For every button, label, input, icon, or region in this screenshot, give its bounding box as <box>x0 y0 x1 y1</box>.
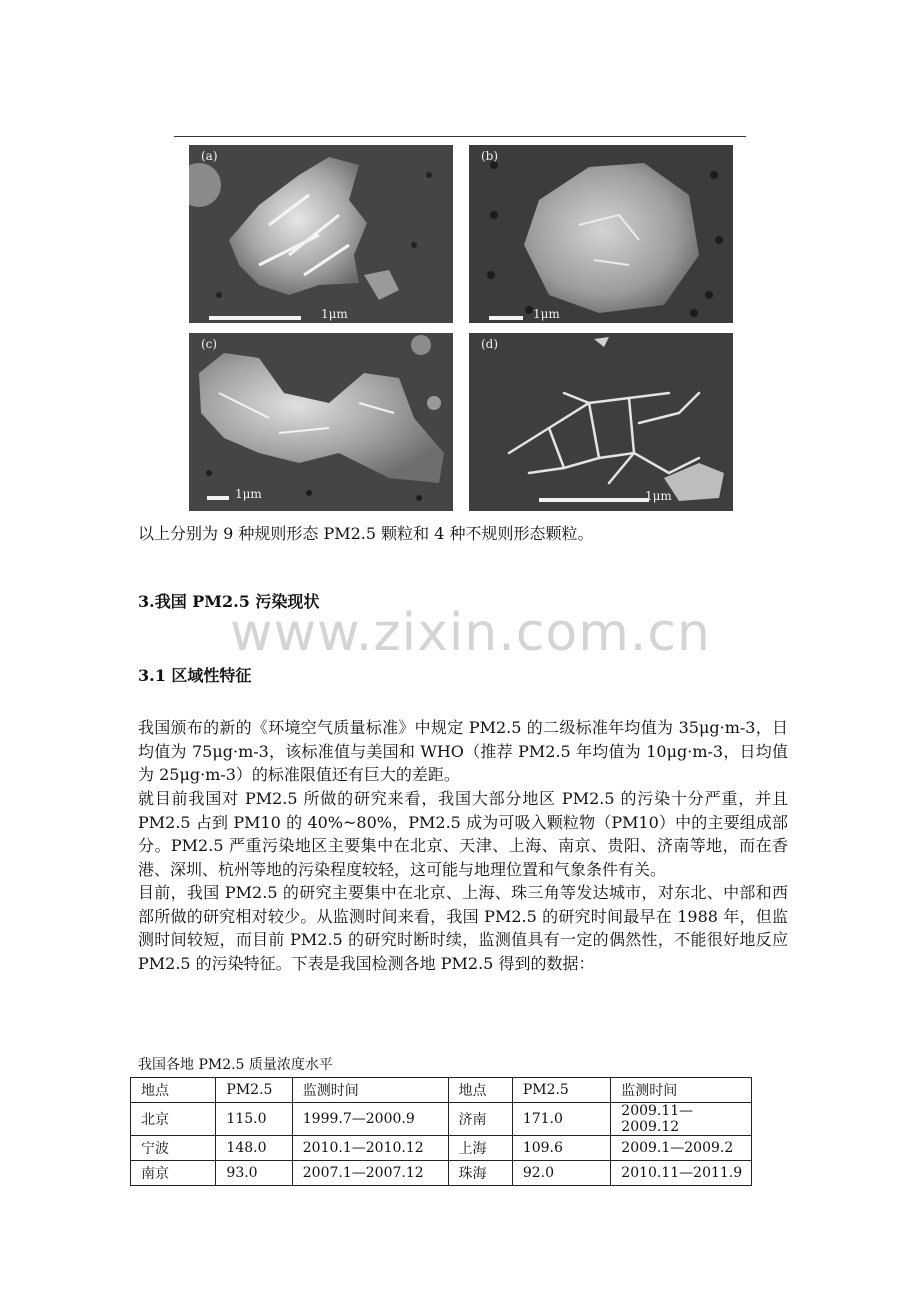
table-cell: 109.6 <box>512 1136 610 1161</box>
header-cell: PM2.5 <box>216 1078 292 1103</box>
scale-bar <box>489 316 523 320</box>
paragraph: 目前，我国 PM2.5 的研究主要集中在北京、上海、珠三角等发达城市，对东北、中部和西部所做的研究相对较少。从监测时间来看，我国 PM2.5 的研究时间最早在 1988 年，但监测时间较短，而目前 PM2.5 的研究时断时续，监测值具有一定的偶然性，不能很好地反应 PM2.5 的污染特征。下表是我国检测各地 PM2.5 得到的数据： <box>138 883 788 973</box>
table-cell: 珠海 <box>448 1161 512 1186</box>
scale-label: 1μm <box>533 307 560 321</box>
header-rule <box>174 136 746 137</box>
table-cell: 2010.1—2010.12 <box>292 1136 448 1161</box>
sem-panel-d <box>469 333 733 511</box>
figure-caption: 以上分别为 9 种规则形态 PM2.5 颗粒和 4 种不规则形态颗粒。 <box>138 524 594 543</box>
sem-panel-a <box>189 145 453 323</box>
section-heading: 3.我国 PM2.5 污染现状 <box>138 592 320 611</box>
scale-bar <box>207 496 229 500</box>
table-cell: 93.0 <box>216 1161 292 1186</box>
table-cell: 171.0 <box>512 1103 610 1136</box>
table-header-row <box>131 1078 752 1103</box>
particle-a-image <box>189 145 453 323</box>
table-row <box>131 1136 752 1161</box>
table-row <box>131 1161 752 1186</box>
panel-label: (c) <box>201 337 218 351</box>
paragraph: 我国颁布的新的《环境空气质量标准》中规定 PM2.5 的二级标准年均值为 35μg·m-3，日均值为 75μg·m-3，该标准值与美国和 WHO（推荐 PM2.5 年均值为 10μg·m-3，日均值为 25μg·m-3）的标准限值还有巨大的差距。 <box>138 718 788 784</box>
header-cell: 地点 <box>131 1078 216 1103</box>
table-cell: 济南 <box>448 1103 512 1136</box>
table-cell: 上海 <box>448 1136 512 1161</box>
table-row <box>131 1103 752 1136</box>
table-cell: 92.0 <box>512 1161 610 1186</box>
panel-label: (b) <box>481 149 499 163</box>
scale-bar <box>209 316 301 320</box>
table-cell: 宁波 <box>131 1136 216 1161</box>
header-cell: 监测时间 <box>292 1078 448 1103</box>
scale-label: 1μm <box>645 489 672 503</box>
particle-b-image <box>469 145 733 323</box>
table-cell: 148.0 <box>216 1136 292 1161</box>
header-cell: PM2.5 <box>512 1078 610 1103</box>
table-cell: 2007.1—2007.12 <box>292 1161 448 1186</box>
table-cell: 2010.11—2011.9 <box>611 1161 752 1186</box>
scale-bar <box>539 498 649 502</box>
table-cell: 北京 <box>131 1103 216 1136</box>
particle-c-image <box>189 333 453 511</box>
scale-label: 1μm <box>235 487 262 501</box>
table-cell: 2009.11—2009.12 <box>611 1103 752 1136</box>
scale-label: 1μm <box>321 307 348 321</box>
table-title: 我国各地 PM2.5 质量浓度水平 <box>138 1057 333 1073</box>
subsection-heading: 3.1 区域性特征 <box>138 666 252 685</box>
paragraph: 就目前我国对 PM2.5 所做的研究来看，我国大部分地区 PM2.5 的污染十分严重，并且 PM2.5 占到 PM10 的 40%~80%，PM2.5 成为可吸入颗粒物（PM10）中的主要组成部分。PM2.5 严重污染地区主要集中在北京、天津、上海、南京、贵阳、济南等地，而在香港、深圳、杭州等地的污染程度较轻，这可能与地理位置和气象条件有关。 <box>138 789 788 879</box>
particle-d-image <box>469 333 733 511</box>
panel-label: (a) <box>201 149 218 163</box>
header-cell: 监测时间 <box>611 1078 752 1103</box>
table-cell: 1999.7—2000.9 <box>292 1103 448 1136</box>
pm25-table <box>130 1077 752 1186</box>
table-cell: 115.0 <box>216 1103 292 1136</box>
header-cell: 地点 <box>448 1078 512 1103</box>
table-cell: 南京 <box>131 1161 216 1186</box>
panel-label: (d) <box>481 337 499 351</box>
sem-panel-c <box>189 333 453 511</box>
sem-figure <box>189 145 733 511</box>
table-cell: 2009.1—2009.2 <box>611 1136 752 1161</box>
watermark: www.zixin.com.cn <box>230 603 711 663</box>
sem-panel-b <box>469 145 733 323</box>
